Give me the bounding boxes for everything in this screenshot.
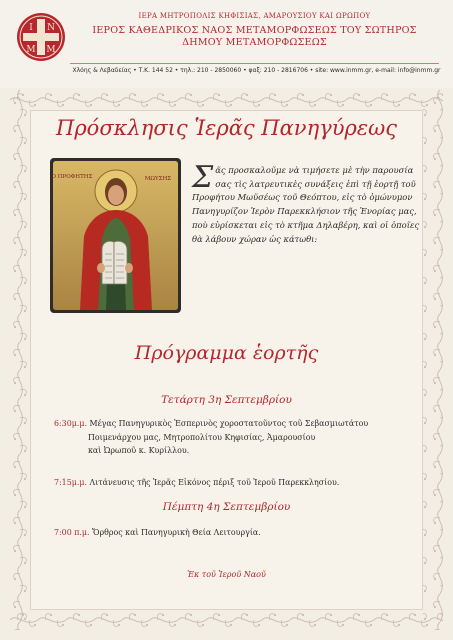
church-logo bbox=[16, 10, 66, 64]
event-text-line-2: Ποιμενάρχου μας, Μητροπολίτου Κηφισίας, Ἀμαρουσίου bbox=[88, 432, 316, 442]
day-heading-2: Πέμπτη 4η Σεπτεμβρίου bbox=[162, 501, 291, 513]
prophet-moses-icon bbox=[50, 158, 181, 313]
event-text-line-3: καὶ Ὠρωποῦ κ. Κυρίλλου. bbox=[88, 446, 190, 456]
event-time: 6:30μ.μ. bbox=[54, 419, 87, 428]
event-line bbox=[54, 417, 414, 431]
logo-letter-2: Ν bbox=[47, 23, 55, 33]
metropolis-name: ΙΕΡΑ ΜΗΤΡΟΠΟΛΙΣ ΚΗΦΙΣΙΑΣ, ΑΜΑΡΟΥΣΙΟΥ ΚΑΙ ΩΡΩΠΟΥ bbox=[138, 12, 371, 20]
contact-address: Χλόης & Λεβαδείας • Τ.Κ. 144 52 • τηλ.: 210 - 2850060 • φαξ: 210 - 2816706 • site: www.inmm.gr, e-mail: info@inmm.gr bbox=[72, 67, 441, 74]
cathedral-line-2: ΔΗΜΟΥ ΜΕΤΑΜΟΡΦΩΣΕΩΣ bbox=[182, 37, 327, 48]
logo-letter-3: Μ bbox=[26, 45, 36, 55]
cathedral-line-1: ΙΕΡΟΣ ΚΑΘΕΔΡΙΚΟΣ ΝΑΟΣ ΜΕΤΑΜΟΡΦΩΣΕΩΣ ΤΟΥ ΣΩΤΗΡΟΣ bbox=[92, 25, 417, 36]
logo-letter-4: Μ bbox=[46, 45, 56, 55]
program-title: Πρόγραμμα ἑορτῆς bbox=[134, 342, 319, 364]
event-text: Λιτάνευσις τῆς Ἱερᾶς Εἰκόνος πέριξ τοῦ Ἱεροῦ Παρεκκλησίου. bbox=[89, 478, 340, 487]
day-heading-1: Τετάρτη 3η Σεπτεμβρίου bbox=[161, 394, 292, 406]
event-text-line-1: Μέγας Πανηγυρικὸς Ἑσπερινὸς χοροστατοῦντος τοῦ Σεβασμιωτάτου bbox=[89, 419, 369, 428]
header bbox=[0, 0, 453, 88]
event-procession bbox=[54, 476, 414, 489]
icon-label-right: ΜΩΥΣΗΣ bbox=[144, 176, 172, 182]
signature: Ἐκ τοῦ Ἱεροῦ Ναοῦ bbox=[187, 570, 266, 579]
logo-letter-1: Ι bbox=[29, 23, 33, 33]
drop-cap: Σ bbox=[192, 160, 214, 195]
event-time: 7:15μ.μ. bbox=[54, 478, 87, 487]
page-title: Πρόσκλησις Ἱερᾶς Πανηγύρεως bbox=[56, 116, 397, 140]
event-text: Ὄρθρος καὶ Πανηγυρικὴ Θεία Λειτουργία. bbox=[92, 528, 261, 537]
event-liturgy bbox=[54, 526, 414, 539]
event-time: 7:00 π.μ. bbox=[54, 528, 90, 537]
intro-text: ᾶς προσκαλοῦμε νὰ τιμήσετε μὲ τὴν παρουσία σας τὶς λατρευτικὲς συνάξεις ἐπὶ τῇ ἑορτῇ τοῦ Προφήτου Μωϋσέως τοῦ Θεόπτου, εἰς τὸ ὁμώνυμον Πανηγυρίζον Ἱερὸν Παρεκκλήσιον τῆς Ἐνορίας μας, ποὺ εὑρίσκεται εἰς τὸ κτῆμα Δηλαβέρη, καὶ οἱ ὁποῖες θὰ λάβουν χώραν ὡς κάτωθι: bbox=[192, 165, 420, 244]
intro-paragraph bbox=[192, 160, 424, 246]
header-divider bbox=[70, 63, 439, 64]
cathedral-name bbox=[70, 25, 439, 49]
event-vespers bbox=[54, 417, 414, 458]
icon-label-left: Ο ΠΡΟΦΗΤΗΣ bbox=[51, 174, 93, 180]
content-area bbox=[30, 98, 423, 618]
